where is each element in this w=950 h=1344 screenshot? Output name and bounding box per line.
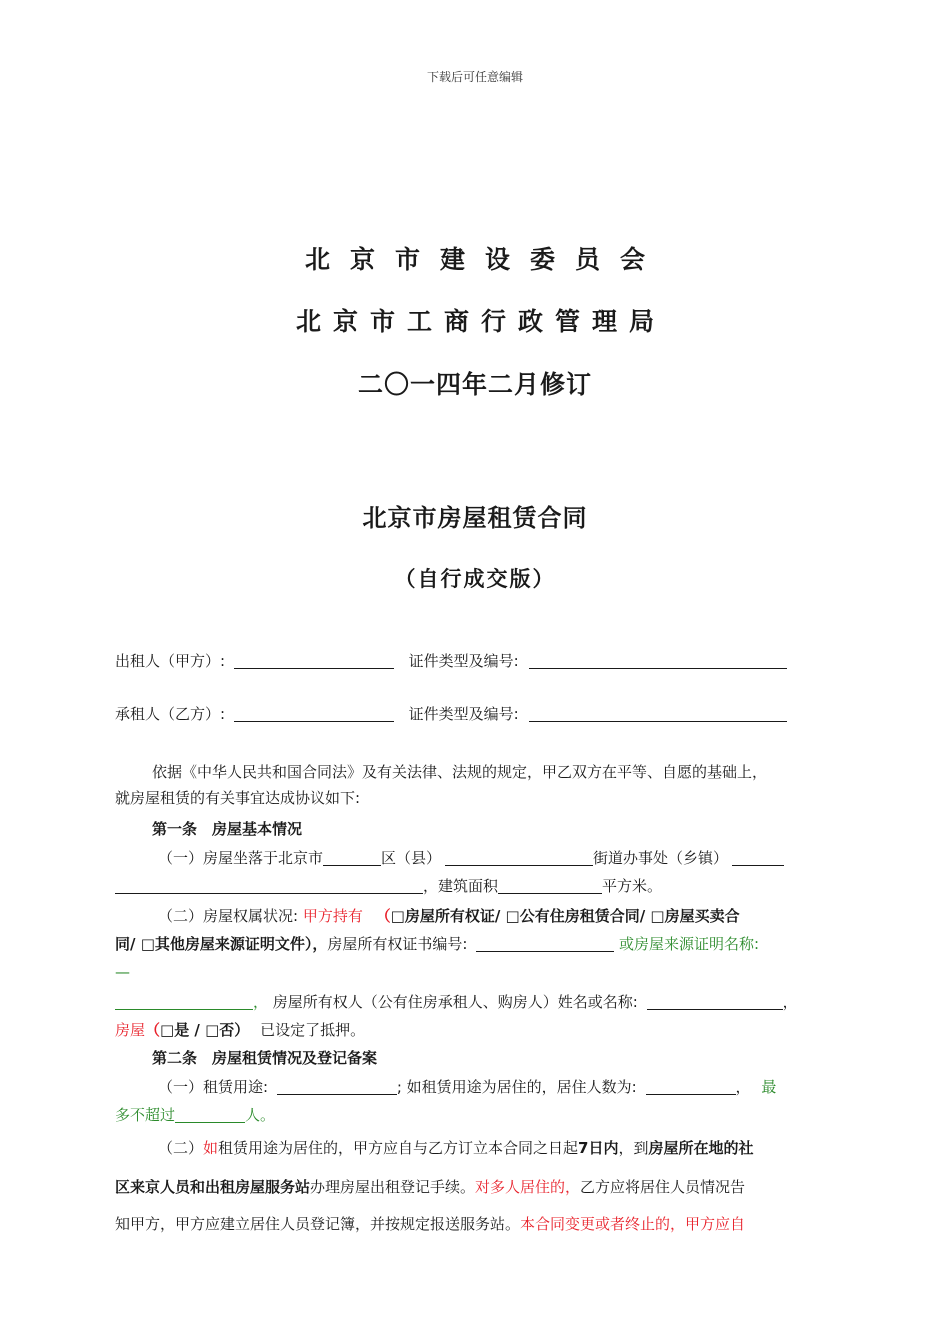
lessor-label: 出租人（甲方）: bbox=[115, 652, 226, 670]
owner-name-blank[interactable] bbox=[647, 993, 783, 1010]
registration-text-2: ，到 bbox=[618, 1139, 649, 1157]
multi-resident-text: 对多人居住的， bbox=[475, 1178, 581, 1196]
ownership-doc-options-1[interactable]: □房屋所有权证/ □公有住房租赁合同/ □房屋买卖合 bbox=[390, 907, 740, 925]
mortgage-options[interactable]: □是 / □否） bbox=[160, 1021, 250, 1039]
area-label: ，建筑面积 bbox=[423, 877, 499, 895]
ownership-label: （二）房屋权属状况: bbox=[158, 907, 299, 925]
lessee-row bbox=[115, 703, 787, 725]
lessor-id-label: 证件类型及编号: bbox=[408, 652, 519, 670]
lessor-id-blank[interactable] bbox=[529, 652, 787, 669]
article-1-p2-line1 bbox=[158, 905, 740, 927]
certificate-number-blank[interactable] bbox=[476, 935, 614, 952]
district-label: 区（县） bbox=[381, 849, 442, 867]
lessee-id-blank[interactable] bbox=[529, 705, 787, 722]
ownership-doc-options-2[interactable]: 同/ □其他房屋来源证明文件）， bbox=[115, 935, 328, 953]
certificate-number-label: 房屋所有权证书编号: bbox=[327, 935, 468, 953]
mortgage-house-label: 房屋 bbox=[115, 1021, 146, 1039]
article-2-p1-line1 bbox=[158, 1076, 776, 1098]
lessee-name-blank[interactable] bbox=[234, 705, 394, 722]
registration-text-4: 乙方应将居住人员情况告 bbox=[580, 1178, 746, 1196]
comma-2: ， bbox=[735, 1078, 751, 1096]
article-2-p2-line2 bbox=[115, 1176, 745, 1198]
contract-change-text: 本合同变更或者终止的，甲方应自 bbox=[520, 1215, 746, 1233]
usage-blank[interactable] bbox=[277, 1078, 397, 1095]
max-residents-blank[interactable] bbox=[175, 1106, 245, 1123]
article-2-p1-line2 bbox=[115, 1104, 275, 1126]
article-1-p2-dash: — bbox=[115, 963, 130, 981]
if-text: 如 bbox=[203, 1139, 219, 1157]
article-2-p2-line3 bbox=[115, 1213, 745, 1235]
max-text-2: 多不超过 bbox=[115, 1106, 176, 1124]
article-1-p2-line4 bbox=[115, 1019, 365, 1041]
resident-count-blank[interactable] bbox=[646, 1078, 736, 1095]
resident-count-label: ; 如租赁用途为居住的，居住人数为: bbox=[396, 1078, 637, 1096]
usage-label: （一）租赁用途: bbox=[158, 1078, 269, 1096]
article-2-p2-line1 bbox=[158, 1137, 754, 1159]
header-note: 下载后可任意编辑 bbox=[426, 70, 523, 84]
service-station-1: 房屋所在地的社 bbox=[648, 1139, 754, 1157]
open-paren: （ bbox=[375, 907, 391, 925]
registration-text-3: 办理房屋出租登记手续。 bbox=[310, 1178, 476, 1196]
issuer-line-2: 北京市工商行政管理局 bbox=[295, 307, 666, 336]
article-1-p2-line3 bbox=[115, 991, 798, 1013]
preamble-line-2: 就房屋租赁的有关事宜达成协议如下: bbox=[115, 789, 361, 807]
revision-date: 二〇一四年二月修订 bbox=[357, 370, 592, 399]
article-1-p1-line1 bbox=[158, 847, 784, 869]
district-blank[interactable] bbox=[323, 849, 381, 866]
location-prefix: （一）房屋坐落于北京市 bbox=[158, 849, 324, 867]
registration-text-1: 租赁用途为居住的，甲方应自与乙方订立本合同之日起 bbox=[218, 1139, 579, 1157]
registration-text-5: 知甲方，甲方应建立居住人员登记簿，并按规定报送服务站。 bbox=[115, 1215, 521, 1233]
article-1-heading: 第一条 房屋基本情况 bbox=[152, 820, 303, 838]
lessee-id-label: 证件类型及编号: bbox=[408, 705, 519, 723]
street-office-label: 街道办事处（乡镇） bbox=[593, 849, 729, 867]
article-1-p2-line2 bbox=[115, 933, 759, 955]
comma: ， bbox=[782, 993, 798, 1011]
area-unit: 平方米。 bbox=[602, 877, 663, 895]
max-text-1: 最 bbox=[761, 1078, 777, 1096]
lessor-name-blank[interactable] bbox=[234, 652, 394, 669]
mortgage-text: 已设定了抵押。 bbox=[260, 1021, 366, 1039]
issuer-line-1: 北京市建设委员会 bbox=[304, 245, 665, 274]
owner-name-label: 房屋所有权人（公有住房承租人、购房人）姓名或名称: bbox=[272, 993, 638, 1011]
source-proof-blank[interactable] bbox=[115, 993, 253, 1010]
area-blank[interactable] bbox=[498, 877, 602, 894]
contract-title: 北京市房屋租赁合同 bbox=[362, 504, 588, 532]
max-text-3: 人。 bbox=[245, 1106, 276, 1124]
lessee-label: 承租人（乙方）: bbox=[115, 705, 226, 723]
source-proof-label: 或房屋来源证明名称: bbox=[619, 935, 760, 953]
lessor-row bbox=[115, 650, 787, 672]
clause-2-number: （二） bbox=[158, 1139, 204, 1157]
town-blank[interactable] bbox=[732, 849, 784, 866]
lessor-holds-text: 甲方持有 bbox=[302, 907, 363, 925]
address-blank[interactable] bbox=[115, 877, 423, 894]
street-blank[interactable] bbox=[445, 849, 593, 866]
comma-green: ， bbox=[253, 993, 269, 1011]
article-2-heading: 第二条 房屋租赁情况及登记备案 bbox=[152, 1049, 378, 1067]
mortgage-open-paren: （ bbox=[145, 1021, 161, 1039]
article-1-p1-line2 bbox=[115, 875, 662, 897]
preamble-line-1: 依据《中华人民共和国合同法》及有关法律、法规的规定，甲乙双方在平等、自愿的基础上， bbox=[152, 763, 768, 781]
seven-days: 7日内 bbox=[578, 1139, 619, 1157]
contract-subtitle: （自行成交版） bbox=[394, 567, 556, 591]
service-station-2: 区来京人员和出租房屋服务站 bbox=[115, 1178, 311, 1196]
